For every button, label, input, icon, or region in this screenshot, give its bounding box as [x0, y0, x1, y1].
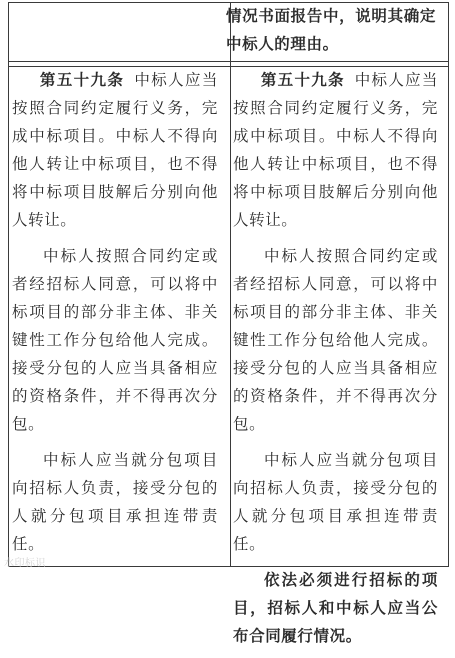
watermark: 水印标识	[4, 558, 46, 569]
row-divider-top	[9, 61, 448, 62]
right-article-title: 第五十九条	[260, 71, 345, 89]
right-paragraph-3: 中标人应当就分包项目向招标人负责，接受分包的人就分包项目承担连带责任。	[233, 451, 438, 553]
right-paragraph-1-text: 中标人应当按照合同约定履行义务，完成中标项目。中标人不得向他人转让中标项目，也不得将中标项目肢解后分别向他人转让。	[233, 71, 438, 229]
left-paragraph-1-text: 中标人应当按照合同约定履行义务，完成中标项目。中标人不得向他人转让中标项目，也不得将中标项目肢解后分别向他人转让。	[12, 71, 218, 229]
right-column	[233, 66, 438, 658]
top-right-cell-text: 情况书面报告中，说明其确定中标人的理由。	[226, 7, 436, 53]
right-paragraph-4-added: 依法必须进行招标的项目，招标人和中标人应当公布合同履行情况。	[233, 571, 438, 645]
left-paragraph-3: 中标人应当就分包项目向招标人负责，接受分包的人就分包项目承担连带责任。	[12, 451, 218, 553]
left-paragraph-2: 中标人按照合同约定或者经招标人同意，可以将中标项目的部分非主体、非关键性工作分包给他人完成。接受分包的人应当具备相应的资格条件，并不得再次分包。	[12, 247, 218, 433]
left-article-title: 第五十九条	[39, 71, 125, 89]
left-column	[12, 66, 218, 566]
right-paragraph-1	[233, 66, 438, 234]
left-paragraph-1	[12, 66, 218, 234]
right-paragraph-2: 中标人按照合同约定或者经招标人同意，可以将中标项目的部分非主体、非关键性工作分包给他人完成。接受分包的人应当具备相应的资格条件，并不得再次分包。	[233, 247, 438, 433]
column-divider	[230, 3, 231, 566]
